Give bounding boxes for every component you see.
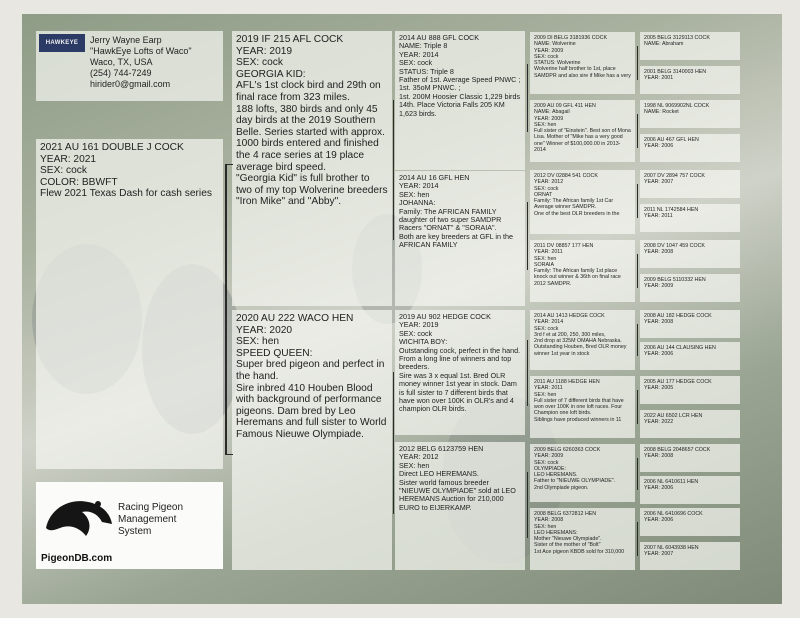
pigeon-detail-line: SEX: cock [534,325,559,332]
gen5-box [640,204,740,232]
pigeon-band-id: 2006 AU 144 CLAUSING HEN [644,345,716,351]
pigeon-band-id: 2014 AU 1413 HEDGE COCK [534,313,605,319]
pigeon-detail-line: YEAR: 2011 [534,249,563,256]
pigeon-detail-line: YEAR: 2021 [40,153,97,165]
owner-email: hirider0@gmail.com [90,79,171,89]
connector-line [225,164,233,165]
connector-line [393,372,394,514]
pigeon-detail-line: YEAR: 2009 [534,453,564,460]
connector-line [637,114,638,148]
pigeon-detail-line: Flew 2021 Texas Dash for cash series [40,188,212,200]
sire-box [232,31,392,306]
gen5-box [640,542,740,570]
gen5-box [640,310,740,338]
pigeon-detail-line: NAME: Abagail [534,109,570,116]
gen5-box [640,444,740,472]
pigeon-detail-line: YEAR: 2008 [644,453,674,460]
pigeon-detail-line: WICHITA BOY: [399,337,448,347]
pigeon-detail-line: 3rd f et at 200, 250, 300 miles, [534,331,606,338]
gen5-box [640,32,740,60]
pigeon-detail-line: Family: The African family 1st place knock out winner & 36th on final race 2012 SAMDPR. [534,268,621,287]
pigeon-band-id: 2011 AU 1188 HEDGE HEN [534,379,600,385]
brand-line-3: System [118,526,152,537]
pigeon-band-id: 2009 BELG 5110332 HEN [644,277,706,283]
pigeon-detail-line: SEX: cock [534,185,559,192]
pigeon-detail-line: SEX: hen [534,391,557,398]
pigeon-band-id: 2008 BELG 2048657 COCK [644,447,711,453]
pigeon-detail-line: One of the best OLR breeders in the [534,210,620,217]
pigeon-band-id: 2020 AU 222 WACO HEN [236,313,354,324]
pigeon-detail-line: YEAR: 2001 [644,75,674,82]
pigeon-detail-line: SEX: hen [534,523,557,530]
pigeon-detail-line: NAME: Triple 8 [399,41,448,51]
gen5-box [640,508,740,536]
pigeon-band-id: 2006 NL 6410696 COCK [644,511,703,517]
pigeon-detail-line: LEO HEREMANS. [534,472,578,479]
pigeon-band-id: 2008 BELG 6372812 HEN [534,511,597,517]
connector-line [637,46,638,80]
pigeon-detail-line: JOHANNA: [399,198,436,208]
pigeon-detail-line: Super bred pigeon and perfect in the hand. [236,359,385,382]
connector-line [225,164,227,454]
connector-line [637,458,638,490]
pigeon-detail-line: SEX: cock [40,165,87,177]
gen4-box [530,376,635,438]
dam-box [232,310,392,570]
connector-line [637,254,638,288]
pigeon-detail-line: Sire inbred 410 Houben Blood with background of performance pigeons. Dam bred by Leo Heremans and full sister to World Famous Nieuwe Olympiade. [236,382,387,440]
gen4-box [530,508,635,570]
pigeon-detail-line: Father to "NIEUWE OLYMPIADE". [534,478,616,485]
pigeon-detail-line: Outstanding Houben, Bred OLR money winner 1st year in stock [534,344,627,357]
pigeon-detail-line: Mother "Nieuwe Olympiade". [534,536,602,543]
gen5-box [640,476,740,504]
pigeondb-branding [36,482,223,569]
pigeon-detail-line: YEAR: 2006 [644,351,674,358]
pigeon-detail-line: AFL's 1st clock bird and 29th on final race from 323 miles. [236,80,381,103]
connector-line [527,202,528,270]
pigeon-detail-line: SPEED QUEEN: [236,347,313,359]
pigeon-detail-line: YEAR: 2011 [644,213,673,220]
gen3-box [395,31,525,170]
gen5-box [640,410,740,438]
pigeon-detail-line: YEAR: 2022 [644,419,674,426]
pigeon-band-id: 2019 IF 215 AFL COCK [236,34,344,45]
pigeon-detail-line: SEX: cock [534,459,559,466]
brand-url: PigeonDB.com [41,553,113,564]
gen5-box [640,170,740,198]
pigeon-band-id: 2005 AU 177 HEDGE COCK [644,379,712,385]
pigeon-detail-line: SEX: hen [534,255,557,262]
subject-pigeon [36,139,223,469]
pigeon-detail-line: COLOR: BBWFT [40,176,118,188]
pigeon-detail-line: SEX: cock [399,328,433,338]
gen3-box [395,171,525,306]
pigeon-detail-line: YEAR: 2014 [534,319,564,326]
pigeon-detail-line: SEX: hen [399,460,430,470]
pigeon-detail-line: GEORGIA KID: [236,68,306,80]
pigeon-detail-line: From a long line of winners and top breeders. [399,354,512,372]
pigeon-detail-line: YEAR: 2019 [399,320,439,330]
connector-line [527,64,528,132]
pigeon-detail-line: OLYMPIADE: [534,465,566,472]
pigeon-detail-line: Outstanding cock, perfect in the hand. [399,345,521,355]
pigeon-detail-line: YEAR: 2006 [644,517,674,524]
gen5-box [640,240,740,268]
pigeon-detail-line: YEAR: 2012 [534,179,564,186]
pigeon-detail-line: SEX: hen [534,121,557,128]
pigeon-band-id: 2021 AU 161 DOUBLE J COCK [40,142,184,153]
pigeon-band-id: 1998 NL 9069902NL COCK [644,103,710,109]
pigeon-band-id: 2019 AU 902 HEDGE COCK [399,312,491,321]
gen4-box [530,32,635,94]
pigeon-detail-line: Sister of the mother of "Bolt" [534,542,601,549]
pigeon-detail-line: LEO HEREMANS: [534,529,578,536]
brand-line-2: Management [118,514,177,525]
pigeon-band-id: 2007 DV 2894 757 COCK [644,173,705,179]
pigeon-band-id: 2009 AU 09 GFL 411 HEN [534,103,596,109]
gen5-box [640,134,740,162]
pigeon-band-id: 2011 NL 1742584 HEN [644,207,699,213]
pigeon-band-id: 2012 BELG 6123759 HEN [399,444,484,453]
gen4-box [530,170,635,234]
connector-line [637,522,638,556]
pigeon-detail-line: YEAR: 2009 [534,115,564,122]
pigeon-detail-line: YEAR: 2006 [644,485,674,492]
gen5-box [640,66,740,94]
gen4-box [530,444,635,502]
pigeon-band-id: 2006 NL 6410611 HEN [644,479,699,485]
pigeon-detail-line: Wolverine half brother to 1st, place SAMDPR and also sire if Mike has a very [534,66,631,79]
pigeon-detail-line: SEX: cock [534,53,559,60]
gen5-box [640,342,740,370]
pigeon-detail-line: SEX: hen [399,189,430,199]
owner-name: Jerry Wayne Earp [90,35,162,45]
pigeon-detail-line: Siblings have produced winners in 11 [534,416,622,423]
pigeon-detail-line: ORNAT [534,191,553,198]
pigeon-band-id: 2009 DI BELG 3181936 COCK [534,35,608,41]
pigeon-detail-line: YEAR: 2009 [644,283,674,290]
pigeon-detail-line: SEX: cock [236,57,283,69]
connector-line [225,454,233,455]
pigeon-detail-line: YEAR: 2006 [644,143,674,150]
gen3-box [395,442,525,570]
pigeon-detail-line: YEAR: 2009 [534,47,564,54]
pigeon-band-id: 2005 BELG 3129113 COCK [644,35,710,41]
pigeon-detail-line: YEAR: 2008 [644,249,674,256]
owner-info [36,31,223,101]
pigeon-detail-line: 1st Ace pigeon KBDB sold for 310,000 [534,548,625,555]
pigeon-detail-line: SORAIA [534,261,555,268]
pigeon-band-id: 2008 DV 1047 459 COCK [644,243,705,249]
connector-line [527,340,528,406]
pigeon-band-id: 2012 DV 02884 541 COCK [534,173,598,179]
hawkeye-logo: HAWKEYE [39,34,85,52]
pedigree-sheet [22,14,782,604]
pigeon-detail-line: YEAR: 2007 [644,179,674,186]
pigeon-detail-line: NAME: Abraham [644,41,684,48]
pigeon-detail-line: 188 lofts, 380 birds and only 45 day birds at the 2019 Southern Belle. Series started with approx. 1000 birds entered and finished the 4 race series at 19 place average bird speed. [236,103,385,173]
pigeon-detail-line: 2nd drop at 325M OMAHA Nebraska. [534,338,622,345]
gen4-box [530,240,635,302]
pigeon-detail-line: Father of 1st. Average Speed PNWC ; [399,75,521,85]
gen4-box [530,310,635,370]
owner-city: Waco, TX, USA [90,57,153,67]
pigeon-detail-line: YEAR: 2005 [644,385,674,392]
pigeon-detail-line: STATUS: Wolverine [534,60,581,67]
connector-line [637,184,638,218]
gen4-box [530,100,635,162]
pigeon-band-id: 2011 DV 08857 177 HEN [534,243,594,249]
owner-loft: "HawkEye Lofts of Waco" [90,46,192,56]
pigeon-detail-line: YEAR: 2007 [644,551,674,558]
brand-line-1: Racing Pigeon [118,502,184,513]
pigeon-band-id: 2014 AU 888 GFL COCK [399,33,480,42]
pigeon-detail-line: YEAR: 2008 [644,319,674,326]
pigeon-detail-line: 1st. 35oM PNWC. ; [399,83,461,93]
pigeon-detail-line: STATUS: Triple 8 [399,66,454,76]
pigeon-detail-line: Sire was 3 x equal 1st. Bred OLR money winner 1st year in stock. Dam is full sister to 7 different birds that have won over 100K in OLR's and 4 champion OLR birds. [399,370,517,414]
pigeon-band-id: 2007 NL 6043938 HEN [644,545,699,551]
pigeon-detail-line: 2nd Olympiade pigeon. [534,484,589,491]
pigeon-detail-line: Family: The AFRICAN FAMILY daughter of two super SAMDPR Racers "ORNAT" & "SORAIA". [399,206,502,233]
pigeon-detail-line: Family: The African family 1st Car Average winner SAMDPR. [534,198,614,211]
pigeon-detail-line: Direct LEO HEREMANS. [399,469,479,479]
pigeon-detail-line: NAME: Wolverine [534,41,576,48]
pigeon-band-id: 2009 BELG 6260363 COCK [534,447,601,453]
pigeon-detail-line: 14th. Place Victoria Falls 205 KM 1,623 birds. [399,100,505,118]
pigeon-detail-line: Full sister of "Einstein". Best son of Mona Lisa. Mother of "Mike has a very good one" Winner of $100,000.00 in 2013-2014 [534,128,631,154]
pigeon-detail-line: YEAR: 2011 [534,385,563,392]
pigeon-detail-line: 1st. 200M Hoosier Classic 1,229 birds [399,91,521,101]
pigeon-detail-line: Both are key breeders at GFL in the AFRICAN FAMILY [399,231,513,250]
owner-phone: (254) 744-7249 [90,68,152,78]
connector-line [637,324,638,356]
pigeon-detail-line: Sister world famous breeder "NIEUWE OLYMPIADE" sold at LEO HEREMANS Auction for 210,000 EURO to EIJERKAMP. [399,477,516,512]
pigeon-band-id: 2006 AU 467 GFL HEN [644,137,699,143]
gen5-box [640,376,740,404]
pigeon-band-id: 2001 BELG 3140003 HEN [644,69,707,75]
pigeon-detail-line: Full sister of 7 different birds that have won over 100K in one loft races. Four Champion one loft birds. [534,397,624,417]
connector-line [637,390,638,424]
pigeon-detail-line: "Georgia Kid" is full brother to two of my top Wolverine breeders "Iron Mike" and "Abby". [236,173,388,208]
gen5-box [640,274,740,302]
pigeon-band-id: 2008 AU 182 HEDGE COCK [644,313,712,319]
pigeon-detail-line: NAME: Rocket [644,109,679,116]
pigeon-detail-line: YEAR: 2012 [399,452,439,462]
pigeon-detail-line: SEX: hen [236,336,280,348]
pigeon-band-id: 2022 AU 6502 LCR HEN [644,413,703,419]
gen3-box [395,310,525,435]
connector-line [393,100,394,240]
pigeon-silhouette-icon [40,488,118,544]
pigeon-detail-line: YEAR: 2019 [236,45,293,57]
gen5-box [640,100,740,128]
pigeon-detail-line: YEAR: 2014 [399,181,439,191]
pigeon-detail-line: YEAR: 2020 [236,324,293,336]
pigeon-detail-line: YEAR: 2014 [399,49,439,59]
connector-line [527,472,528,538]
pigeon-detail-line: YEAR: 2008 [534,517,564,524]
pigeon-detail-line: SEX: cock [399,58,433,68]
pigeon-band-id: 2014 AU 16 GFL HEN [399,173,470,182]
